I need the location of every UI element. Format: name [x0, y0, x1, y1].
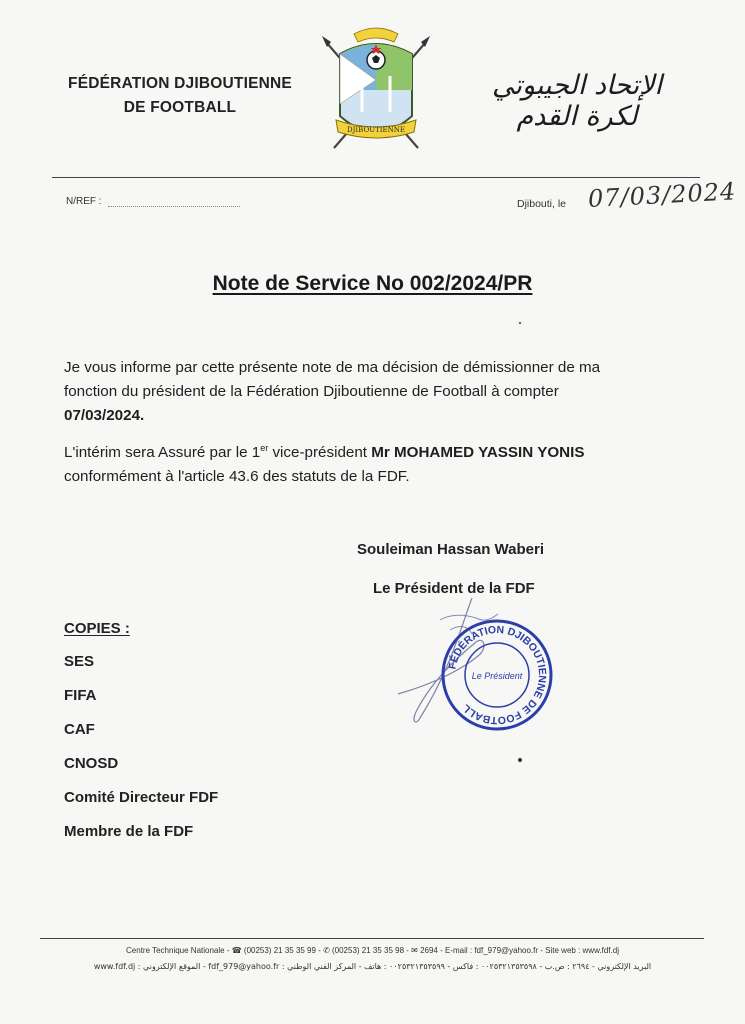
federation-crest-logo	[318, 20, 434, 160]
header-divider	[52, 177, 700, 178]
copy-recipient: FIFA	[64, 687, 97, 704]
para2-part3: conformément à l'article 43.6 des statuts de la FDF.	[64, 468, 410, 485]
body-paragraph-2	[64, 441, 644, 489]
para2-sup: er	[260, 442, 269, 453]
footer-divider	[40, 938, 704, 939]
para2-part1: L'intérim sera Assuré par le 1	[64, 444, 261, 461]
copies-title: COPIES :	[64, 620, 130, 637]
para2-part2: vice-président	[268, 444, 372, 461]
para1-date: 07/03/2024.	[64, 407, 145, 424]
org-name-fr-line2: DE FOOTBALL	[123, 99, 237, 116]
copy-recipient: SES	[64, 653, 95, 670]
copy-recipient: Membre de la FDF	[64, 823, 194, 840]
ink-dot	[519, 322, 521, 324]
place-date-label: Djibouti, le	[517, 198, 567, 210]
footer-contact-ar: www.fdf.dj : الموقع الإلكتروني - fdf_979@yahoo.fr : البريد الإلكتروني - ٢٦٩٤ : ص.ب - ٠٠٢٥٣٢١٣٥٣٥٩٨ : فاكس - ٠٠٢٥٣٢١٣٥٣٥٩٩ : هاتف - المركز الفني الوطني	[93, 962, 652, 971]
handwritten-date: 07/03/2024	[587, 177, 737, 213]
para1-text: Je vous informe par cette présente note de ma décision de démissionner de ma fonction du président de la Fédération Djiboutienne de Football à compter	[64, 359, 601, 400]
stamp-ring-text: FÉDÉRATION DJIBOUTIENNE DE FOOTBALL	[446, 623, 549, 727]
copy-recipient: CAF	[64, 721, 95, 738]
footer-contact-fr: Centre Technique Nationale - ☎ (00253) 21 35 35 99 - ✆ (00253) 21 35 35 98 - ✉ 2694 - E-mail : fdf_979@yahoo.fr - Site web : www.fdf.dj	[126, 946, 619, 955]
signer-role: Le Président de la FDF	[373, 580, 535, 597]
copy-recipient: Comité Directeur FDF	[64, 789, 219, 806]
ink-dot	[518, 758, 522, 762]
body-paragraph-1	[64, 356, 624, 428]
copies-list	[64, 652, 218, 856]
official-stamp	[440, 618, 554, 732]
interim-name: Mr MOHAMED YASSIN YONIS	[371, 444, 585, 461]
org-name-ar: الإتحاد الجيبوتي لكرة القدم	[491, 70, 663, 132]
copy-recipient: CNOSD	[64, 755, 119, 772]
stamp-center-text: Le Président	[471, 671, 523, 681]
crest-ribbon-text: DJIBOUTIENNE	[347, 126, 405, 134]
nref-label: N/REF :	[66, 196, 102, 207]
signer-name: Souleiman Hassan Waberi	[357, 541, 545, 558]
org-name-fr	[60, 72, 300, 120]
document-title: Note de Service No 002/2024/PR	[212, 272, 533, 295]
nref-blank-line	[108, 206, 240, 207]
org-name-fr-line1: FÉDÉRATION DJIBOUTIENNE	[68, 75, 292, 92]
